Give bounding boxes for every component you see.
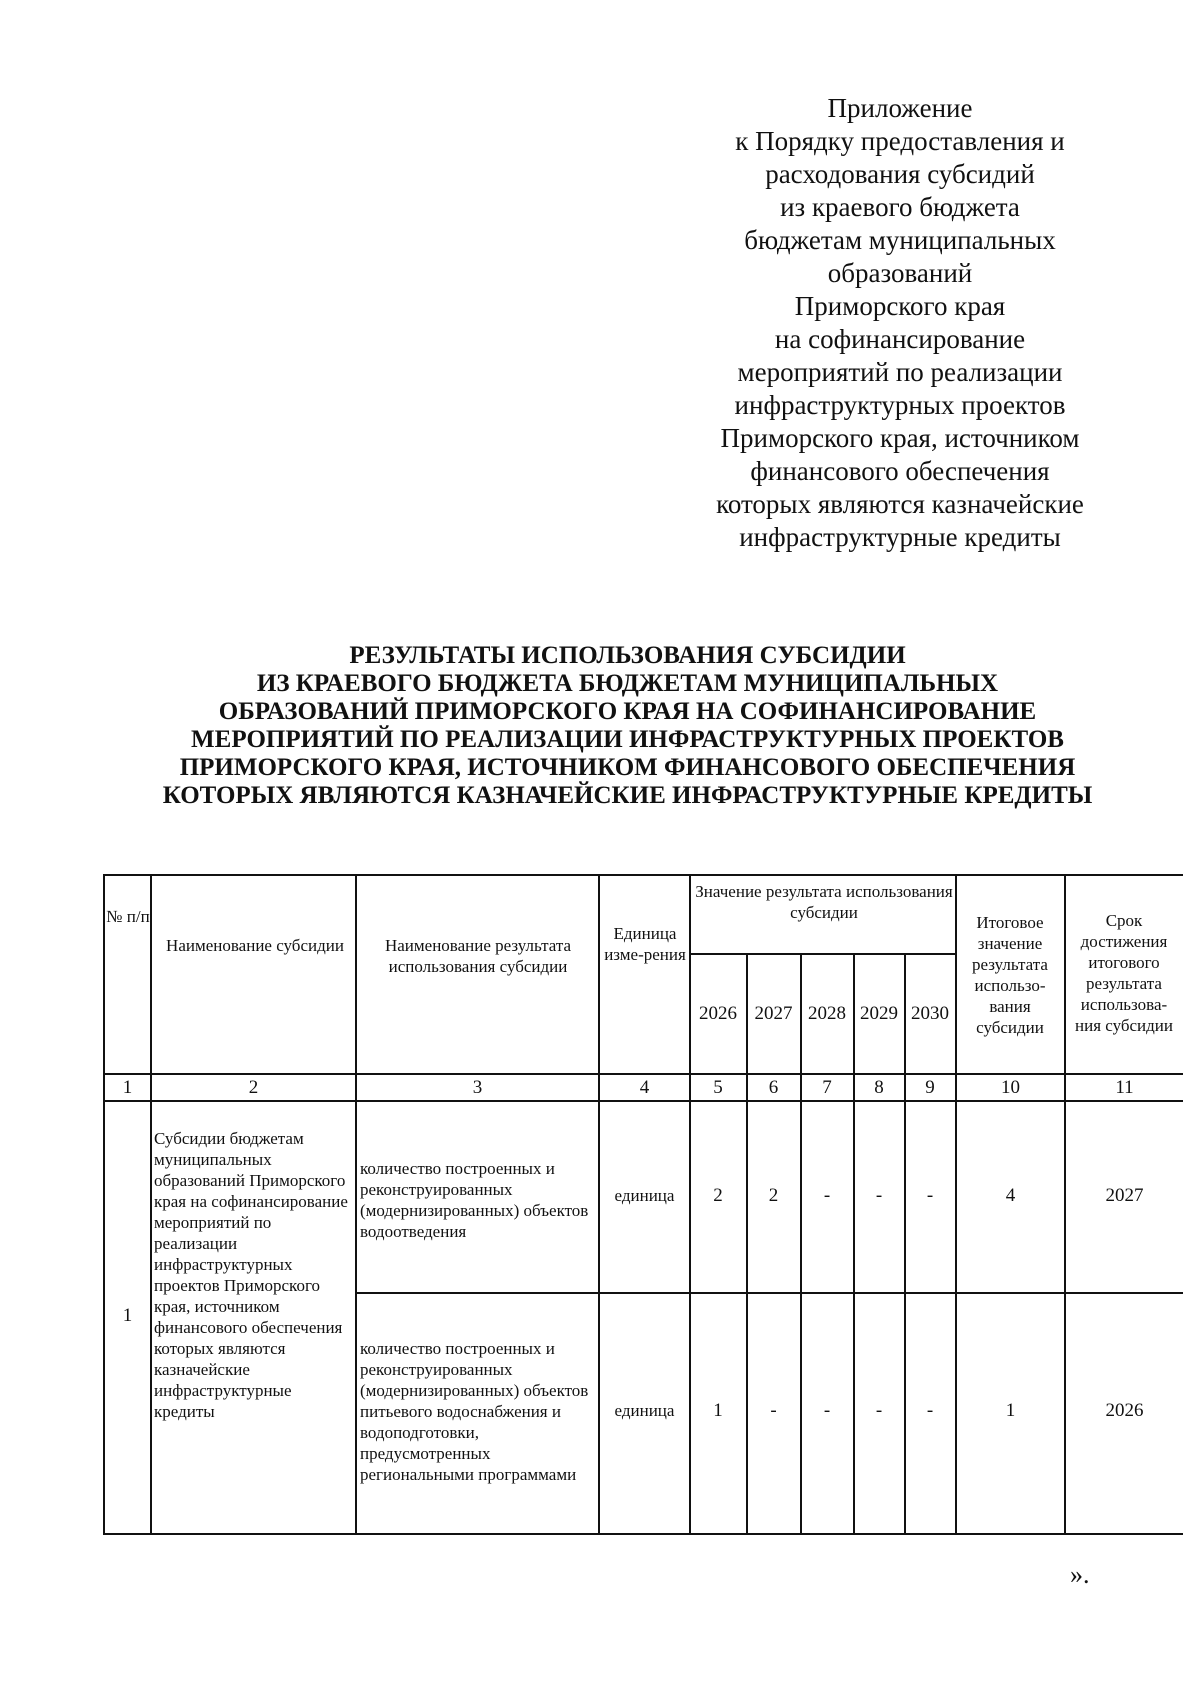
colnum: 7: [822, 1077, 832, 1098]
appendix-line: Приморского края, источником: [720, 423, 1080, 453]
appendix-line: Приложение: [827, 93, 973, 123]
appendix-line: инфраструктурных проектов: [734, 390, 1066, 420]
appendix-line: которых являются казначейские: [716, 489, 1084, 519]
appendix-line: мероприятий по реализации: [737, 357, 1063, 387]
colnum: 2: [248, 1077, 259, 1098]
table-rule: [355, 874, 357, 1535]
table-border-bottom: [103, 1533, 1183, 1535]
appendix-line: бюджетам муниципальных: [744, 225, 1056, 255]
result2-unit: единица: [614, 1400, 675, 1420]
result1-value-2026: 2: [713, 1184, 723, 1206]
header-year-2027: 2027: [754, 1003, 793, 1024]
header-final-value: Итоговое значение результата использо-вания субсидии: [972, 913, 1048, 1037]
header-deadline: Срок достижения итогового результата использова-ния субсидии: [1075, 911, 1173, 1035]
result1-value-2027: 2: [768, 1184, 779, 1206]
colnum: 1: [122, 1077, 133, 1098]
title-line: РЕЗУЛЬТАТЫ ИСПОЛЬЗОВАНИЯ СУБСИДИИ: [349, 642, 906, 669]
appendix-line: образований: [827, 258, 973, 288]
header-value-group: Значение результата использования субсидии: [695, 882, 953, 922]
colnum: 5: [713, 1077, 723, 1098]
title-line: ПРИМОРСКОГО КРАЯ, ИСТОЧНИКОМ ФИНАНСОВОГО ОБЕСПЕЧЕНИЯ: [179, 754, 1076, 781]
result1-deadline: 2027: [1105, 1184, 1144, 1206]
colnum: 11: [1115, 1077, 1134, 1098]
header-num: № п/п: [106, 907, 150, 926]
colnum: 6: [768, 1077, 779, 1098]
title-line: МЕРОПРИЯТИЙ ПО РЕАЛИЗАЦИИ ИНФРАСТРУКТУРНЫХ ПРОЕКТОВ: [191, 726, 1064, 753]
closing-quote: ».: [1070, 1560, 1090, 1589]
header-result-name: Наименование результата использования субсидии: [384, 936, 572, 976]
title-line: КОТОРЫХ ЯВЛЯЮТСЯ КАЗНАЧЕЙСКИЕ ИНФРАСТРУКТУРНЫЕ КРЕДИТЫ: [162, 782, 1093, 809]
result2-value-2030: -: [926, 1399, 934, 1421]
row1-num: 1: [122, 1304, 133, 1326]
appendix-line: на софинансирование: [774, 324, 1026, 354]
header-unit: Единица изме-рения: [604, 924, 686, 964]
header-year-2026: 2026: [699, 1003, 737, 1024]
header-subsidy-name: Наименование субсидии: [166, 936, 344, 955]
row1-subsidy-name: Субсидии бюджетам муниципальных образований Приморского края на софинансирование мероприятий по реализации инфраструктурных проектов Приморского края, источником финансового обеспечения которых являются казначейские инфраструктурные кредиты: [154, 1129, 348, 1421]
result1-value-2028: -: [823, 1184, 831, 1206]
result2-final: 1: [1005, 1399, 1016, 1421]
result2-value-2028: -: [823, 1399, 831, 1421]
result1-name: количество построенных и реконструированных (модернизированных) объектов водоотведения: [360, 1159, 589, 1241]
result2-value-2027: -: [770, 1399, 777, 1421]
colnum: 9: [925, 1077, 935, 1098]
result1-final: 4: [1005, 1184, 1016, 1206]
appendix-line: Приморского края: [794, 291, 1006, 321]
table-border-top: [103, 874, 1183, 876]
colnum: 8: [874, 1077, 884, 1098]
colnum: 10: [1001, 1077, 1020, 1098]
appendix-line: финансового обеспечения: [750, 456, 1050, 486]
result2-deadline: 2026: [1105, 1399, 1144, 1421]
appendix-line: расходования субсидий: [765, 159, 1035, 189]
colnum: 3: [472, 1077, 483, 1098]
result2-value-2026: 1: [713, 1399, 723, 1421]
table-border-left: [103, 874, 105, 1535]
result1-value-2029: -: [875, 1184, 883, 1206]
appendix-line: инфраструктурные кредиты: [739, 522, 1061, 552]
result2-value-2029: -: [875, 1399, 883, 1421]
title-line: ОБРАЗОВАНИЙ ПРИМОРСКОГО КРАЯ НА СОФИНАНСИРОВАНИЕ: [218, 698, 1037, 725]
appendix-line: из краевого бюджета: [780, 192, 1020, 222]
header-year-2030: 2030: [911, 1003, 949, 1024]
table-rule: [150, 874, 152, 1535]
appendix-line: к Порядку предоставления и: [735, 126, 1065, 156]
title-line: ИЗ КРАЕВОГО БЮДЖЕТА БЮДЖЕТАМ МУНИЦИПАЛЬНЫХ: [256, 670, 999, 697]
table-rule: [103, 1100, 1183, 1102]
header-year-2028: 2028: [808, 1003, 846, 1024]
table-rule: [355, 1292, 1183, 1294]
result1-value-2030: -: [926, 1184, 934, 1206]
result2-name: количество построенных и реконструированных (модернизированных) объектов питьевого водоснабжения и водоподготовки, предусмотренных региональными программами: [360, 1338, 589, 1484]
header-year-2029: 2029: [860, 1003, 898, 1024]
colnum: 4: [639, 1077, 650, 1098]
result1-unit: единица: [614, 1185, 675, 1205]
